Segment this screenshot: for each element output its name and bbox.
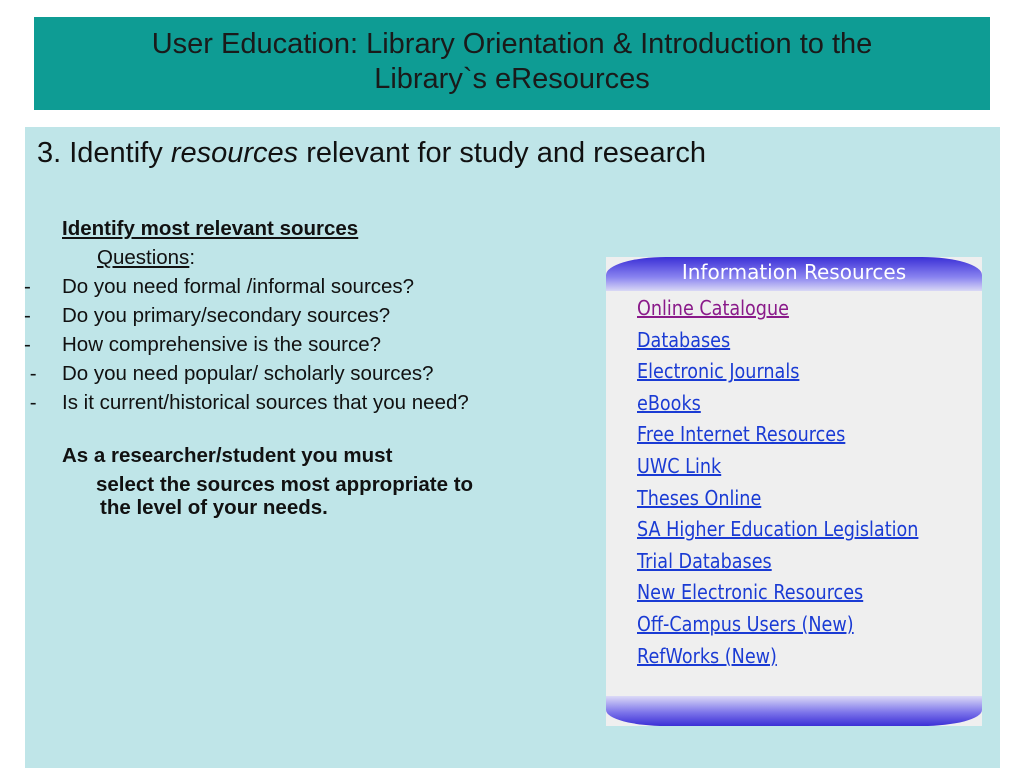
slide-title-line-2: Library`s eResources <box>374 63 650 95</box>
slide-title-line-1: User Education: Library Orientation & Introduction to the <box>151 28 873 60</box>
resource-link-uwc-link[interactable]: UWC Link <box>637 453 722 478</box>
information-resources-header: Information Resources <box>606 257 982 291</box>
question-text: How comprehensive is the source? <box>62 333 382 356</box>
resource-link-trial-databases[interactable]: Trial Databases <box>637 548 772 573</box>
questions-colon: : <box>189 246 196 269</box>
heading-prefix: 3. Identify <box>37 137 171 169</box>
resource-link-sa-higher-education-legislation[interactable]: SA Higher Education Legislation <box>637 517 919 542</box>
resource-link-list <box>637 294 957 673</box>
question-item: - Do you need formal /informal sources? <box>24 275 415 298</box>
slide-title <box>34 17 990 110</box>
sub-heading: Identify most relevant sources <box>62 217 359 240</box>
resource-link-online-catalogue[interactable]: Online Catalogue <box>637 296 789 320</box>
conclusion-lead: As a researcher/student you must <box>62 444 393 467</box>
heading-suffix: relevant for study and research <box>298 137 706 169</box>
question-item: - How comprehensive is the source? <box>24 333 382 356</box>
information-resources-footer <box>606 696 982 726</box>
question-list <box>24 275 502 414</box>
heading-emphasis: resources <box>170 137 299 169</box>
section-heading <box>37 137 706 170</box>
resource-link-electronic-journals[interactable]: Electronic Journals <box>637 359 800 384</box>
resource-link-off-campus-users-new[interactable]: Off-Campus Users (New) <box>637 611 854 636</box>
resource-link-theses-online[interactable]: Theses Online <box>637 485 762 510</box>
question-item: - Is it current/historical sources that you need? <box>24 391 469 414</box>
question-text: Do you need formal /informal sources? <box>62 275 415 298</box>
resource-link-refworks-new[interactable]: RefWorks (New) <box>637 643 777 668</box>
resource-link-ebooks[interactable]: eBooks <box>637 390 701 415</box>
question-item: - Do you primary/secondary sources? <box>24 304 391 327</box>
questions-label: Questions <box>97 246 190 269</box>
question-item: - Do you need popular/ scholarly sources? <box>24 362 434 385</box>
resource-link-new-electronic-resources[interactable]: New Electronic Resources <box>637 580 864 605</box>
resource-link-free-internet-resources[interactable]: Free Internet Resources <box>637 422 846 447</box>
questions-block <box>24 217 502 519</box>
question-text: Do you primary/secondary sources? <box>62 304 391 327</box>
resource-link-databases[interactable]: Databases <box>637 327 731 352</box>
conclusion-body: select the sources most appropriate to the level of your needs. <box>96 473 474 519</box>
question-text: Do you need popular/ scholarly sources? <box>62 362 434 385</box>
question-text: Is it current/historical sources that you need? <box>62 391 469 414</box>
questions-line <box>97 246 502 269</box>
content-panel <box>25 127 1000 768</box>
information-resources-panel <box>606 257 982 726</box>
